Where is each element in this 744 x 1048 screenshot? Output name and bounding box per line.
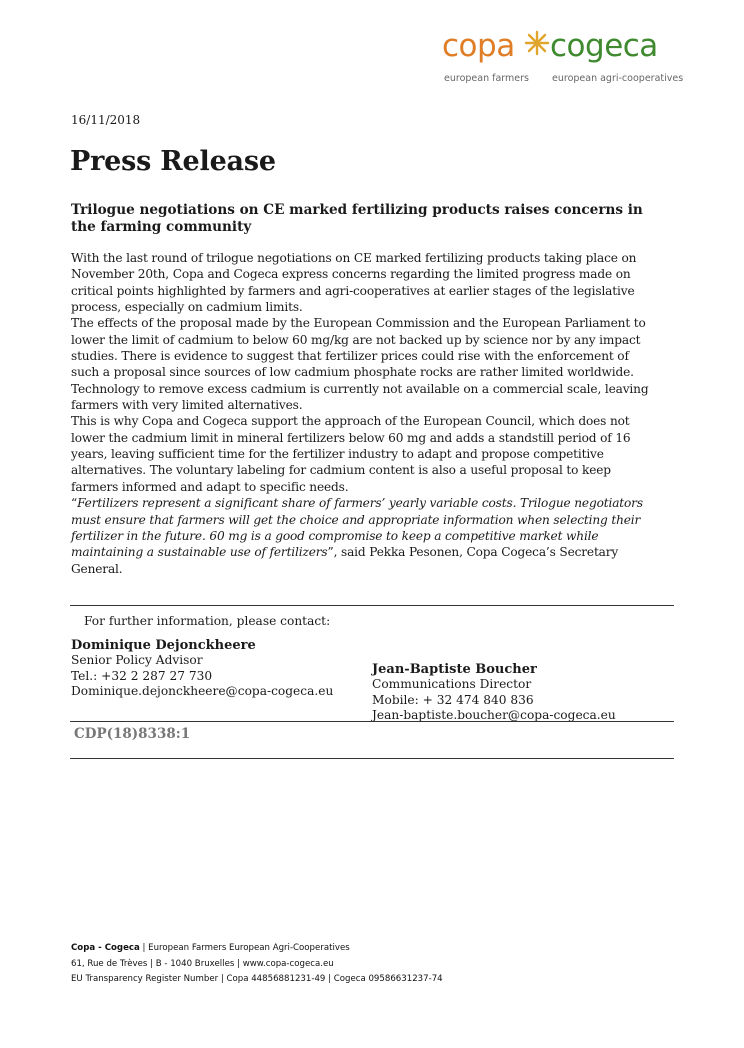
logo-star-icon bbox=[524, 30, 550, 56]
contact-email: Jean-baptiste.boucher@copa-cogeca.eu bbox=[372, 707, 616, 722]
divider bbox=[70, 605, 674, 606]
footer bbox=[71, 941, 443, 988]
contact-phone: Mobile: + 32 474 840 836 bbox=[372, 692, 534, 707]
body-paragraph: This is why Copa and Cogeca support the approach of the European Council, which does not lower the cadmium limit in mineral fertilizers below 60 mg and adds a standstill period of 16 years, leaving sufficient time for the fertilizer industry to adapt and propose competitive alternatives. The voluntary labeling for cadmium content is also a useful proposal to keep farmers informed and adapt to specific needs. bbox=[71, 414, 631, 494]
quote-open-mark: “ bbox=[71, 496, 78, 511]
divider bbox=[70, 758, 674, 759]
footer-register: EU Transparency Register Number | Copa 44856881231-49 | Cogeca 09586631237-74 bbox=[71, 974, 443, 984]
footer-separator: | bbox=[139, 943, 149, 953]
contact-person-1 bbox=[71, 638, 333, 699]
logo-copa-wordmark: copa bbox=[442, 28, 515, 64]
contact-name: Dominique Dejonckheere bbox=[71, 638, 256, 653]
contact-person-2 bbox=[372, 662, 616, 723]
logo-subtitle-farmers: european farmers bbox=[444, 73, 529, 84]
contact-role: Senior Policy Advisor bbox=[71, 653, 203, 668]
divider bbox=[70, 721, 674, 722]
footer-tagline: European Farmers European Agri-Cooperatives bbox=[148, 943, 350, 953]
quote-attribution: ”, said Pekka Pesonen, Copa Cogeca’s Secretary General. bbox=[71, 545, 619, 576]
contact-email: Dominique.dejonckheere@copa-cogeca.eu bbox=[71, 683, 334, 698]
footer-line bbox=[71, 941, 443, 957]
page-title: Press Release bbox=[70, 146, 276, 177]
contact-role: Communications Director bbox=[372, 677, 532, 692]
body-paragraph: The effects of the proposal made by the European Commission and the European Parliament to lower the limit of cadmium to below 60 mg/kg are not backed up by science nor by any impact studies. There is evidence to suggest that fertilizer prices could rise with the enforcement of such a proposal since sources of low cadmium phosphate rocks are rather limited worldwide. bbox=[71, 316, 646, 380]
press-release-body bbox=[71, 250, 651, 577]
footer-brand: Copa - Cogeca bbox=[71, 943, 140, 953]
logo-subtitle-cooperatives: european agri-cooperatives bbox=[552, 73, 684, 84]
release-date: 16/11/2018 bbox=[71, 113, 141, 127]
logo-cogeca-wordmark: cogeca bbox=[550, 28, 658, 64]
contact-phone: Tel.: +32 2 287 27 730 bbox=[71, 668, 213, 683]
press-release-subtitle: Trilogue negotiations on CE marked fertilizing products raises concerns in the farming community bbox=[71, 202, 643, 235]
contact-lead: For further information, please contact: bbox=[84, 614, 331, 628]
body-paragraph: Technology to remove excess cadmium is currently not available on a commercial scale, leaving farmers with very limited alternatives. bbox=[71, 381, 649, 413]
body-paragraph: With the last round of trilogue negotiations on CE marked fertilizing products taking place on November 20th, Copa and Cogeca express concerns regarding the limited progress made on critical points highlighted by farmers and agri-cooperatives at earlier stages of the legislative process, especially on cadmium limits. bbox=[71, 251, 637, 315]
contact-name: Jean-Baptiste Boucher bbox=[372, 662, 537, 677]
quote-text: Fertilizers represent a significant share of farmers’ yearly variable costs. Trilogue negotiators must ensure that farmers will get the choice and appropriate information when selecting their fertilizer in the future. 60 mg is a good compromise to keep a competitive market while maintaining a sustainable use of fertilizers bbox=[71, 496, 643, 560]
quote-paragraph bbox=[71, 495, 651, 577]
document-reference: CDP(18)8338:1 bbox=[74, 726, 191, 742]
footer-address: 61, Rue de Trèves | B - 1040 Bruxelles | www.copa-cogeca.eu bbox=[71, 958, 334, 969]
